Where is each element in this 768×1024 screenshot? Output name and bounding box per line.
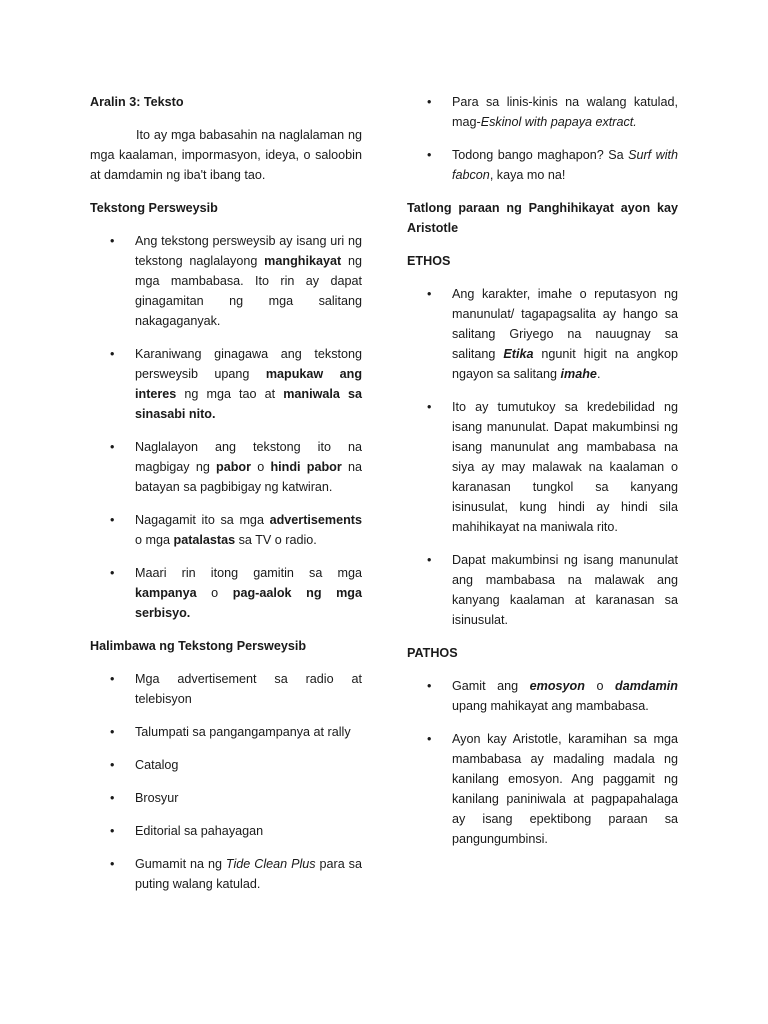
- bullet: •: [110, 566, 115, 580]
- list-item: • Todong bango maghapon? Sa Surf with fabcon, kaya mo na!: [407, 145, 678, 185]
- list-item: • Mga advertisement sa radio at telebisyon: [90, 669, 362, 709]
- bullet: •: [110, 758, 115, 772]
- bullet: •: [110, 234, 115, 248]
- right-column: [407, 92, 678, 862]
- list-item: • Karaniwang ginagawa ang tekstong persweysib upang mapukaw ang interes ng mga tao at maniwala sa sinasabi nito.: [90, 344, 362, 424]
- bullet: •: [110, 824, 115, 838]
- examples-heading: Halimbawa ng Tekstong Persweysib: [90, 639, 307, 653]
- examples-list-continued: [407, 92, 678, 185]
- list-item: • Brosyur: [90, 788, 362, 808]
- bullet: •: [427, 287, 432, 301]
- list-item: • Catalog: [90, 755, 362, 775]
- list-item: • Ito ay tumutukoy sa kredebilidad ng isang manunulat. Dapat makumbinsi ng isang manunulat ang mambabasa na siya ay may malawak na kaalaman o karanasan tungkol sa kanyang isinusulat, kung hindi ay hindi sila mahihikayat na maniwala rito.: [407, 397, 678, 537]
- list-item: • Ayon kay Aristotle, karamihan sa mga mambabasa ay madaling madala ng kanilang emosyon. Ang paggamit ng kanilang paniniwala at pagpapahalaga ay isang epektibong paraan sa pangungumbinsi.: [407, 729, 678, 849]
- list-item: • Nagagamit ito sa mga advertisements o mga patalastas sa TV o radio.: [90, 510, 362, 550]
- list-item: • Gumamit na ng Tide Clean Plus para sa puting walang katulad.: [90, 854, 362, 894]
- bullet: •: [110, 791, 115, 805]
- list-item: • Editorial sa pahayagan: [90, 821, 362, 841]
- list-item: • Dapat makumbinsi ng isang manunulat ang mambabasa na malawak ang kanyang kaalaman at karanasan sa isinusulat.: [407, 550, 678, 630]
- bullet: •: [427, 400, 432, 414]
- examples-list: [90, 669, 362, 894]
- bullet: •: [110, 347, 115, 361]
- bullet: •: [427, 95, 432, 109]
- bullet: •: [427, 679, 432, 693]
- ethos-heading: ETHOS: [407, 254, 451, 268]
- ethos-list: [407, 284, 678, 630]
- persuasive-heading: Tekstong Persweysib: [90, 201, 218, 215]
- persuasive-list: [90, 231, 362, 623]
- intro-paragraph: Ito ay mga babasahin na naglalaman ng mga kaalaman, impormasyon, ideya, o saloobin at damdamin ng iba't ibang tao.: [90, 128, 362, 182]
- bullet: •: [427, 148, 432, 162]
- list-item: • Maari rin itong gamitin sa mga kampanya o pag-aalok ng mga serbisyo.: [90, 563, 362, 623]
- list-item: • Ang tekstong persweysib ay isang uri ng tekstong naglalayong manghikayat ng mga mambabasa. Ito rin ay dapat ginagamitan ng mga salitang nakagaganyak.: [90, 231, 362, 331]
- bullet: •: [110, 857, 115, 871]
- list-item: • Naglalayon ang tekstong ito na magbigay ng pabor o hindi pabor na batayan sa pagbibigay ng katwiran.: [90, 437, 362, 497]
- list-item: • Ang karakter, imahe o reputasyon ng manunulat/ tagapagsalita ay hango sa salitang Griyego na nauugnay sa salitang Etika ngunit higit na angkop ngayon sa salitang imahe.: [407, 284, 678, 384]
- bullet: •: [110, 513, 115, 527]
- list-item: • Para sa linis-kinis na walang katulad, mag-Eskinol with papaya extract.: [407, 92, 678, 132]
- pathos-heading: PATHOS: [407, 646, 458, 660]
- lesson-title: Aralin 3: Teksto: [90, 95, 184, 109]
- bullet: •: [110, 672, 115, 686]
- list-item: • Talumpati sa pangangampanya at rally: [90, 722, 362, 742]
- bullet: •: [427, 732, 432, 746]
- bullet: •: [110, 725, 115, 739]
- left-column: [90, 92, 362, 907]
- aristotle-heading: Tatlong paraan ng Panghihikayat ayon kay Aristotle: [407, 201, 678, 235]
- pathos-list: [407, 676, 678, 849]
- list-item: • Gamit ang emosyon o damdamin upang mahikayat ang mambabasa.: [407, 676, 678, 716]
- bullet: •: [427, 553, 432, 567]
- bullet: •: [110, 440, 115, 454]
